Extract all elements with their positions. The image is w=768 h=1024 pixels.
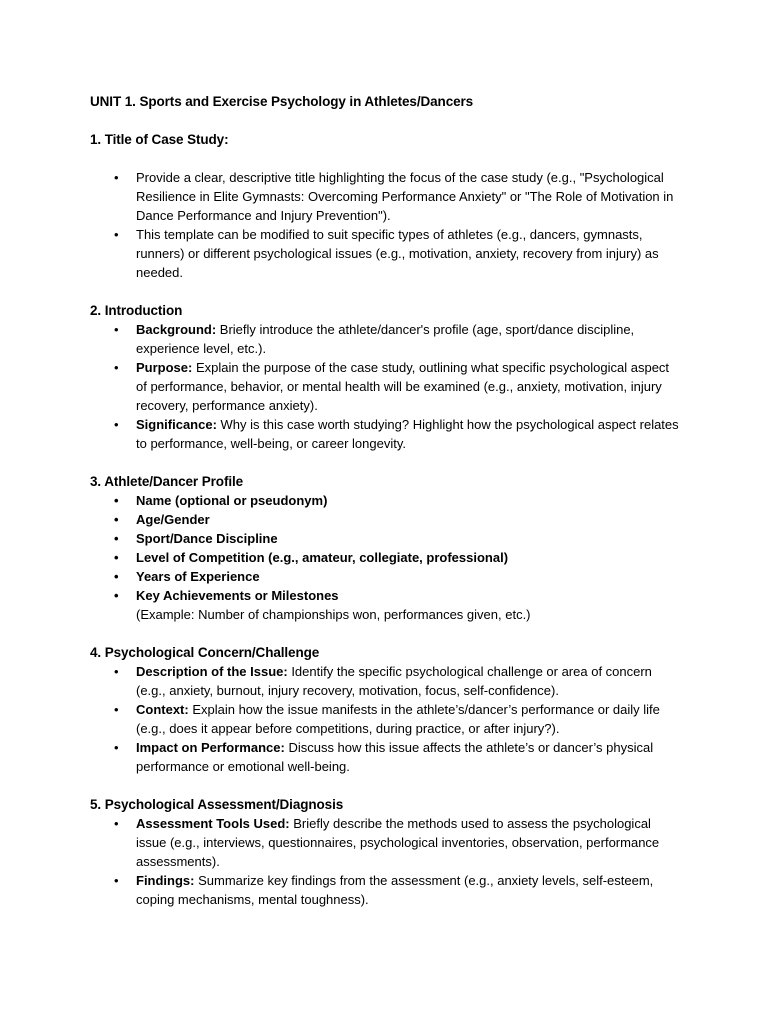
bullet-icon: • bbox=[114, 816, 119, 831]
list-item-text: Provide a clear, descriptive title highlighting the focus of the case study (e.g., "Psychological Resilience in Elite Gymnasts: Overcoming Performance Anxiety" or "The Role of Motivation in Dance Performance and Injury Prevention"). bbox=[136, 170, 674, 223]
list-item bbox=[90, 738, 680, 776]
bullet-icon: • bbox=[114, 227, 119, 242]
list-item bbox=[90, 510, 680, 529]
list-item bbox=[90, 814, 680, 871]
list-item-text: Explain the purpose of the case study, outlining what specific psychological aspect of performance, behavior, or mental health will be examined (e.g., anxiety, motivation, injury recovery, performance anxiety). bbox=[136, 360, 670, 413]
list-item-term: Significance: bbox=[136, 417, 217, 432]
list-item-text: Why is this case worth studying? Highlight how the psychological aspect relates to performance, well-being, or career longevity. bbox=[136, 417, 679, 451]
list-item-term: Description of the Issue: bbox=[136, 664, 288, 679]
list-item bbox=[90, 529, 680, 548]
section-athlete-profile bbox=[90, 472, 680, 624]
list-item-term: Findings: bbox=[136, 873, 195, 888]
bullet-list bbox=[90, 814, 680, 909]
list-item-text: Identify the specific psychological challenge or area of concern (e.g., anxiety, burnout, injury recovery, motivation, focus, self-confidence). bbox=[136, 664, 652, 698]
bullet-icon: • bbox=[114, 740, 119, 755]
bullet-icon: • bbox=[114, 360, 119, 375]
list-item-text: This template can be modified to suit specific types of athletes (e.g., dancers, gymnasts, runners) or different psychological issues (e.g., motivation, anxiety, recovery from injury) as needed. bbox=[136, 227, 659, 280]
document-page bbox=[90, 92, 680, 928]
list-item-text: Sport/Dance Discipline bbox=[136, 531, 278, 546]
list-item-term: Assessment Tools Used: bbox=[136, 816, 290, 831]
bullet-icon: • bbox=[114, 873, 119, 888]
bullet-list bbox=[90, 168, 680, 282]
list-item bbox=[90, 491, 680, 510]
section-psychological-assessment bbox=[90, 795, 680, 909]
list-item-text: Level of Competition (e.g., amateur, collegiate, professional) bbox=[136, 550, 509, 565]
list-item-text: Key Achievements or Milestones bbox=[136, 588, 339, 603]
list-item bbox=[90, 548, 680, 567]
bullet-icon: • bbox=[114, 702, 119, 717]
list-item-term: Purpose: bbox=[136, 360, 193, 375]
unit-title: UNIT 1. Sports and Exercise Psychology in Athletes/Dancers bbox=[90, 94, 474, 109]
list-item-term: Impact on Performance: bbox=[136, 740, 285, 755]
bullet-list bbox=[90, 662, 680, 776]
bullet-icon: • bbox=[114, 493, 119, 508]
list-item bbox=[90, 871, 680, 909]
section-title-of-case-study bbox=[90, 130, 680, 282]
list-item-term: Context: bbox=[136, 702, 189, 717]
section-heading: 1. Title of Case Study: bbox=[90, 132, 229, 147]
list-item bbox=[90, 320, 680, 358]
bullet-list bbox=[90, 491, 680, 605]
section-introduction bbox=[90, 301, 680, 453]
list-item-term: Background: bbox=[136, 322, 217, 337]
section-psychological-concern bbox=[90, 643, 680, 776]
list-item bbox=[90, 700, 680, 738]
list-item-text: Summarize key findings from the assessment (e.g., anxiety levels, self-esteem, coping mechanisms, mental toughness). bbox=[136, 873, 654, 907]
section-heading: 4. Psychological Concern/Challenge bbox=[90, 645, 320, 660]
bullet-icon: • bbox=[114, 550, 119, 565]
bullet-icon: • bbox=[114, 569, 119, 584]
section-heading: 2. Introduction bbox=[90, 303, 183, 318]
list-item-text: Name (optional or pseudonym) bbox=[136, 493, 328, 508]
example-note: (Example: Number of championships won, performances given, etc.) bbox=[136, 607, 531, 622]
section-heading: 5. Psychological Assessment/Diagnosis bbox=[90, 797, 344, 812]
list-item-text: Briefly introduce the athlete/dancer's profile (age, sport/dance discipline, experience level, etc.). bbox=[136, 322, 635, 356]
bullet-icon: • bbox=[114, 322, 119, 337]
list-item bbox=[90, 168, 680, 225]
list-item-text: Age/Gender bbox=[136, 512, 210, 527]
bullet-icon: • bbox=[114, 417, 119, 432]
list-item-text: Briefly describe the methods used to assess the psychological issue (e.g., interviews, questionnaires, psychological inventories, observation, performance assessments). bbox=[136, 816, 660, 869]
list-item-text: Discuss how this issue affects the athlete’s or dancer’s physical performance or emotional well-being. bbox=[136, 740, 654, 774]
list-item bbox=[90, 358, 680, 415]
list-item bbox=[90, 225, 680, 282]
section-heading: 3. Athlete/Dancer Profile bbox=[90, 474, 244, 489]
bullet-list bbox=[90, 320, 680, 453]
list-item-text: Explain how the issue manifests in the athlete’s/dancer’s performance or daily life (e.g., does it appear before competitions, during practice, or after injury?). bbox=[136, 702, 660, 736]
list-item bbox=[90, 567, 680, 586]
bullet-icon: • bbox=[114, 531, 119, 546]
list-item bbox=[90, 586, 680, 605]
bullet-icon: • bbox=[114, 170, 119, 185]
bullet-icon: • bbox=[114, 664, 119, 679]
list-item bbox=[90, 662, 680, 700]
list-item bbox=[90, 415, 680, 453]
bullet-icon: • bbox=[114, 588, 119, 603]
list-item-text: Years of Experience bbox=[136, 569, 260, 584]
bullet-icon: • bbox=[114, 512, 119, 527]
